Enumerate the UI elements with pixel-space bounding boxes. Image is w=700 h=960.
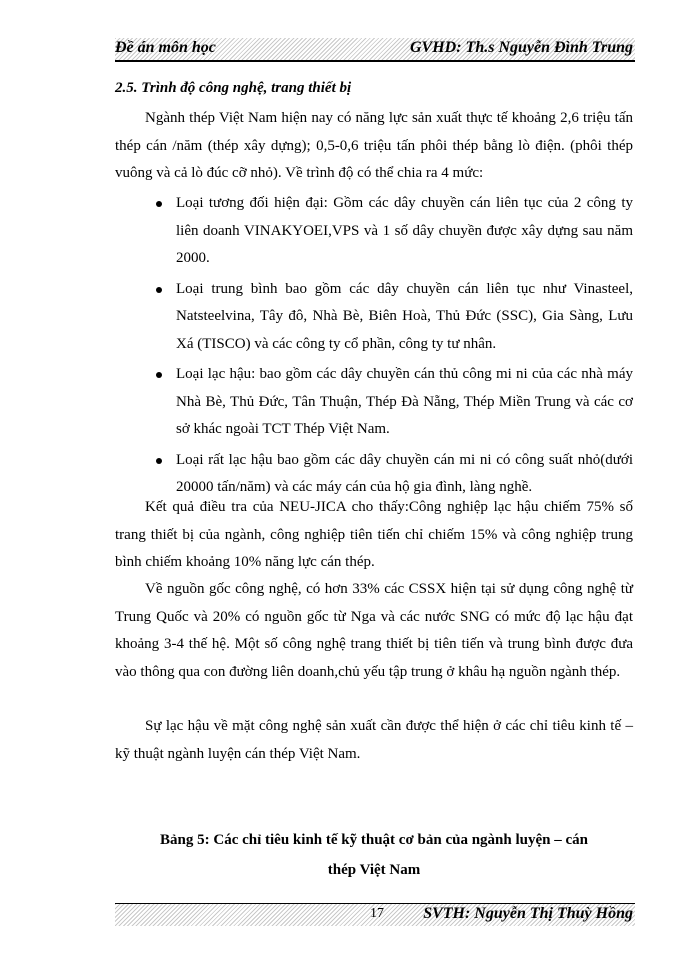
technology-level-list: [150, 190, 633, 505]
table-caption: [115, 825, 633, 885]
list-item-text: Loại tương đối hiện đại: Gồm các dây chuyền cán liên tục của 2 công ty liên doanh VINAKYOEI,VPS và 1 số dây chuyền được xây dựng sau năm 2000.: [176, 195, 633, 266]
header-course-title: Đề án môn học: [115, 39, 216, 56]
section-heading: 2.5. Trình độ công nghệ, trang thiết bị: [115, 80, 352, 96]
bullet-icon: [156, 287, 162, 293]
list-item-text: Loại rất lạc hậu bao gồm các dây chuyền cán mi ni có công suất nhỏ(dưới 20000 tấn/năm) và các máy cán của hộ gia đình, làng nghề.: [176, 451, 633, 495]
origin-paragraph: Về nguồn gốc công nghệ, có hơn 33% các CSSX hiện tại sử dụng công nghệ từ Trung Quốc và 20% có nguồn gốc từ Nga và các nước SNG có mức độ lạc hậu đạt khoảng 3-4 thế hệ. Một số công nghệ trang thiết bị tiên tiến và trung bình được đưa vào thông qua con đường liên doanh,chủ yếu tập trung ở khâu hạ nguồn ngành thép.: [115, 581, 633, 680]
page-number: 17: [370, 906, 384, 921]
lag-paragraph: Sự lạc hậu về mặt công nghệ sản xuất cần được thể hiện ở các chỉ tiêu kinh tế –kỹ thuật ngành luyện cán thép Việt Nam.: [115, 718, 633, 762]
list-item: [150, 276, 633, 359]
bullet-icon: [156, 372, 162, 378]
list-item-text: Loại lạc hậu: bao gồm các dây chuyền cán thủ công mi ni của các nhà máy Nhà Bè, Thủ Đức, Tân Thuận, Thép Đà Nẵng, Thép Miền Trung và các cơ sở khác ngoài TCT Thép Việt Nam.: [176, 366, 633, 437]
intro-paragraph: Ngành thép Việt Nam hiện nay có năng lực sản xuất thực tế khoảng 2,6 triệu tấn thép cán /năm (thép xây dựng); 0,5-0,6 triệu tấn phôi thép bằng lò điện. (phôi thép vuông và cả lò đúc cỡ nhỏ). Về trình độ có thể chia ra 4 mức:: [115, 110, 633, 181]
header-supervisor: GVHD: Th.s Nguyễn Đình Trung: [409, 39, 633, 56]
list-item: [150, 361, 633, 444]
list-item-text: Loại trung bình bao gồm các dây chuyền cán liên tục như Vinasteel, Natsteelvina, Tây đô, Nhà Bè, Biên Hoà, Thủ Đức (SSC), Gia Sàng, Lưu Xá (TISCO) và các công ty cổ phần, công ty tư nhân.: [176, 280, 633, 352]
bullet-icon: [156, 201, 162, 207]
list-item: [150, 190, 633, 273]
bullet-icon: [156, 458, 162, 464]
footer-author: SVTH: Nguyễn Thị Thuỳ Hồng: [423, 905, 633, 922]
table-caption-line: Bảng 5: Các chỉ tiêu kinh tế kỹ thuật cơ bản của ngành luyện – cán: [160, 832, 588, 848]
table-caption-line: thép Việt Nam: [327, 862, 421, 878]
page-header: [115, 38, 635, 62]
page-footer: [115, 903, 635, 926]
survey-paragraph: Kết quả điều tra của NEU-JICA cho thấy:Công nghiệp lạc hậu chiếm 75% số trang thiết bị của ngành, công nghiệp tiên tiến chỉ chiếm 15% và công nghiệp trung bình chiếm khoảng 10% năng lực cán thép.: [115, 499, 633, 570]
